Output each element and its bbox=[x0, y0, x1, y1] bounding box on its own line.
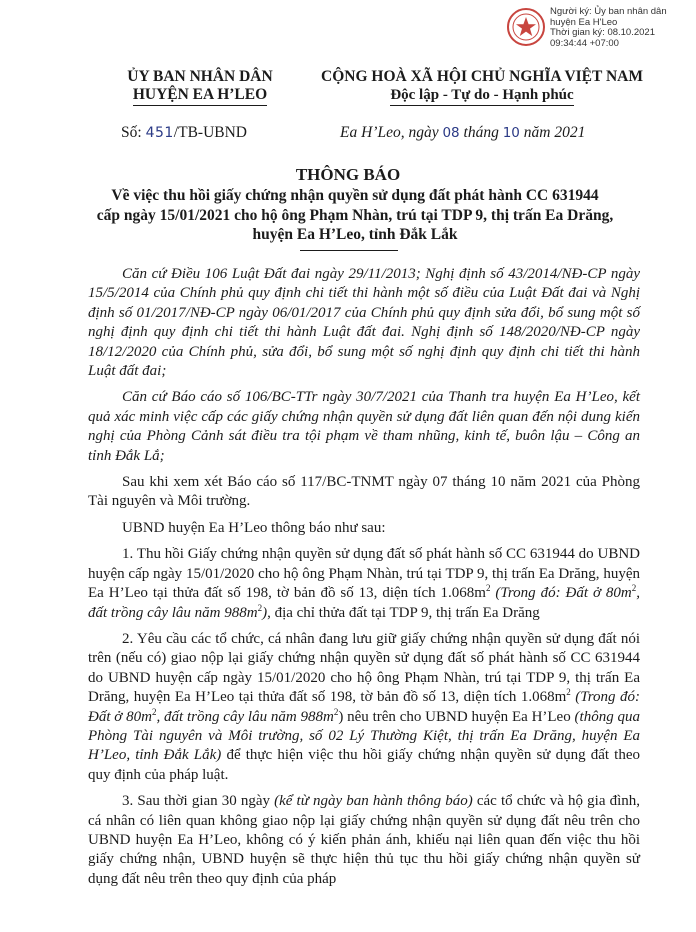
date-month: 10 bbox=[502, 125, 520, 141]
item-3-text: 3. Sau thời gian 30 ngày bbox=[122, 793, 275, 810]
document-title: THÔNG BÁO bbox=[295, 165, 401, 184]
subject-line-3: huyện Ea H’Leo, tỉnh Đắk Lắk bbox=[252, 226, 458, 243]
signature-time-zone: 09:34:44 +07:00 bbox=[550, 37, 619, 49]
agency-line-1: ỦY BAN NHÂN DÂN bbox=[127, 68, 273, 85]
date-day: 08 bbox=[442, 125, 460, 141]
document-body bbox=[88, 265, 640, 896]
announcement-intro: UBND huyện Ea H’Leo thông báo như sau: bbox=[122, 519, 386, 536]
item-2-area-note-2: , đất trồng cây lâu năm 988m bbox=[156, 708, 334, 725]
document-subject bbox=[70, 186, 640, 245]
date-month-label: tháng bbox=[463, 124, 499, 141]
area-unit-sup: 2 bbox=[151, 706, 157, 717]
issuing-agency bbox=[100, 68, 300, 106]
item-2-text: 2. Yêu cầu các tổ chức, cá nhân đang lưu giữ giấy chứng nhận quyền sử dụng đất nói trên (nếu có) giao nộp lại giấy chứng nhận quyền sử dụng đất số phát hành số CC 631944 do UBND huyện cấp ngày 15/01/2020 cho hộ ông Phạm Nhàn, trú tại TDP 9, thị trấn Ea Drăng, huyện Ea H’Leo tại thửa đất số 198, tờ bản đồ số 13, diện tích 1.068m bbox=[88, 630, 640, 706]
area-unit-sup: 2 bbox=[333, 706, 339, 717]
signature-signer: Người ký: Ủy ban nhân dân bbox=[550, 6, 667, 17]
document-number bbox=[121, 124, 247, 142]
item-1-address: , địa chỉ thửa đất tại TDP 9, thị trấn Ea Drăng bbox=[267, 604, 540, 621]
docno-suffix: /TB-UBND bbox=[173, 124, 247, 141]
date-line bbox=[340, 124, 585, 142]
legal-basis-paragraph: Căn cứ Điều 106 Luật Đất đai ngày 29/11/2013; Nghị định số 43/2014/NĐ-CP ngày 15/5/2014 của Chính phủ quy định chi tiết thi hành một số điều của Luật Đất đai và Nghị định số 01/2017/NĐ-CP ngày 06/01/2017 của Chính phủ quy định sửa đổi, bổ sung một số nghị định quy định chi tiết thi hành Luật đất đai. Nghị định số 148/2020/NĐ-CP ngày 18/12/2020 của Chính phủ, sửa đổi, bổ sung một số nghị định quy định chi tiết thi hành Luật đất đai; bbox=[88, 266, 640, 380]
digital-signature bbox=[506, 5, 691, 55]
review-paragraph: Sau khi xem xét Báo cáo số 117/BC-TNMT ngày 07 tháng 10 năm 2021 của Phòng Tài nguyên và Môi trường. bbox=[88, 474, 640, 510]
area-unit-sup: 2 bbox=[631, 583, 637, 594]
item-2-recipient: ) nêu trên cho UBND huyện Ea H’Leo bbox=[338, 708, 575, 725]
item-1-text: 1. Thu hồi Giấy chứng nhận quyền sử dụng đất số phát hành số CC 631944 do UBND huyện cấp ngày 15/01/2020 cho hộ ông Phạm Nhàn, trú tại TDP 9, thị trấn Ea Drăng, huyện Ea H’Leo tại thửa đất số 198, tờ bản đồ số 13, diện tích 1.068m bbox=[88, 546, 640, 602]
item-3-note: (kể từ ngày ban hành thông báo) bbox=[274, 793, 473, 810]
area-unit-sup: 2 bbox=[485, 583, 491, 594]
item-3-text-cont: các tổ chức và hộ gia đình, cá nhân có liên quan không giao nộp lại giấy chứng nhận quyền sử dụng đất nêu trên cho UBND huyện Ea H’Leo, không có ý kiến phản ánh, khiếu nại liên quan đến việc thu hồi giấy chứng nhận, UBND huyện sẽ thực hiện thủ tục thu hồi giấy chứng nhận quyền sử dụng đất nêu trên theo quy định của pháp bbox=[88, 793, 640, 887]
seal-icon bbox=[506, 7, 546, 47]
report-basis-paragraph: Căn cứ Báo cáo số 106/BC-TTr ngày 30/7/2021 của Thanh tra huyện Ea H’Leo, kết quả xác minh việc cấp các giấy chứng nhận quyền sử dụng đất liên quan đến nội dung kiến nghị của Phòng Cảnh sát điều tra tội phạm về tham nhũng, kinh tế, buôn lậu – Công an tỉnh Đắk Lắ; bbox=[88, 389, 640, 464]
subject-line-1: Về việc thu hồi giấy chứng nhận quyền sử dụng đất phát hành CC 631944 bbox=[111, 187, 599, 204]
date-place: Ea H’Leo, ngày bbox=[340, 124, 439, 141]
signature-signer-unit: huyện Ea H'Leo bbox=[550, 16, 618, 28]
signature-time: Thời gian ký: 08.10.2021 bbox=[550, 27, 655, 39]
area-unit-sup: 2 bbox=[257, 602, 263, 613]
nation-name: CỘNG HOÀ XÃ HỘI CHỦ NGHĨA VIỆT NAM bbox=[321, 68, 643, 85]
item-2-office-address: (thông qua Phòng Tài nguyên và Môi trường, số 02 Lý Thường Kiệt, thị trấn Ea Drăng, huyện Ea H’Leo, tỉnh Đắk Lắk) bbox=[88, 708, 640, 764]
docno-handwritten: 451 bbox=[145, 125, 174, 141]
item-2-purpose: để thực hiện việc thu hồi giấy chứng nhận quyền sử dụng đất theo quy định của pháp luật. bbox=[88, 747, 640, 783]
item-2-area-note: (Trong đó: Đất ở 80m bbox=[88, 689, 640, 725]
agency-line-2: HUYỆN EA H’LEO bbox=[133, 86, 267, 106]
subject-line-2: cấp ngày 15/01/2021 cho hộ ông Phạm Nhàn, trú tại TDP 9, thị trấn Ea Drăng, bbox=[96, 206, 614, 224]
item-3-paragraph bbox=[88, 792, 640, 889]
item-2-paragraph bbox=[88, 630, 640, 785]
item-1-area-note: (Trong đó: Đất ở 80m bbox=[495, 585, 632, 602]
national-motto: Độc lập - Tự do - Hạnh phúc bbox=[390, 86, 573, 106]
date-year: năm 2021 bbox=[523, 124, 586, 141]
docno-prefix: Số: bbox=[121, 124, 142, 141]
item-1-area-note-close: ) bbox=[262, 604, 268, 621]
national-heading bbox=[302, 68, 662, 106]
item-1-area-note-2: , đất trồng cây lâu năm 988m bbox=[88, 585, 640, 621]
area-unit-sup: 2 bbox=[566, 687, 571, 698]
item-1-paragraph bbox=[88, 545, 640, 623]
title-divider bbox=[300, 250, 398, 251]
